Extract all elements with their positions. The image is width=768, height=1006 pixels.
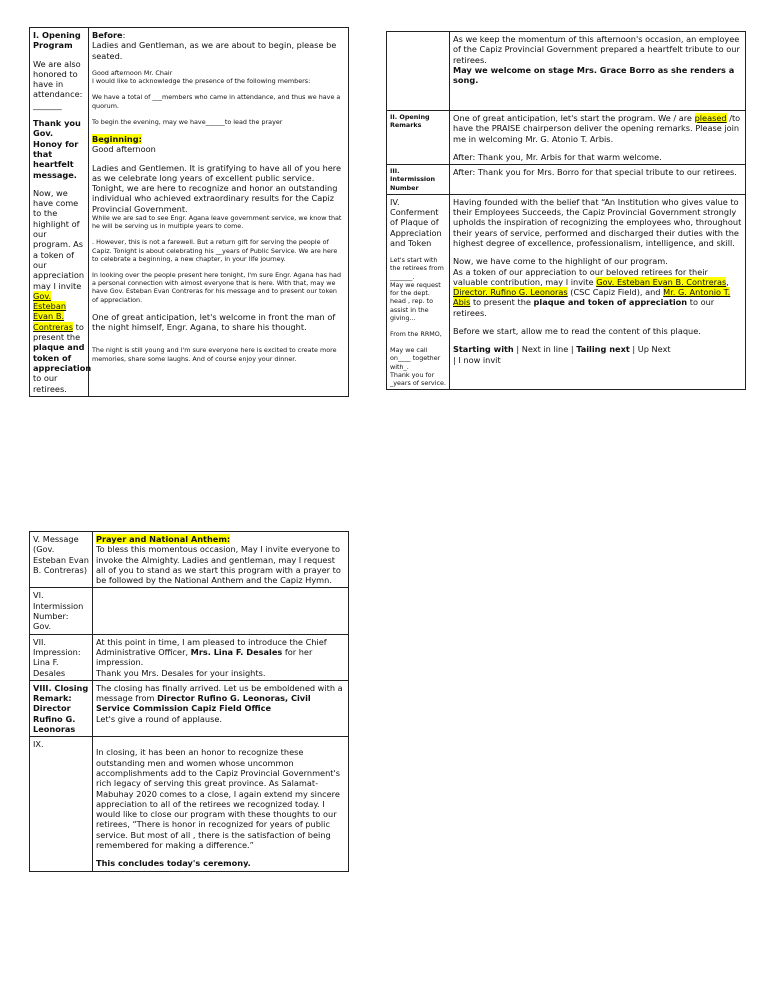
opening-remarks-label-cell	[387, 111, 450, 165]
tribute-text: As we keep the momentum of this afternoon's occasion, an employee of the Capiz Provincial Government prepared a heartfelt tribute to our retirees.	[453, 34, 740, 65]
conferment-cell	[450, 194, 746, 389]
prayer-lead-text: To begin the evening, may we have______to lead the prayer	[92, 117, 283, 126]
quorum-text: We have a total of ___members who came in attendance, and thus we have a quorum.	[92, 93, 341, 110]
highlight-text: Now, we have come to the highlight of our program. As a token of our appreciation may I invite Gov. Esteban Evan B. Contreras to present the plaque and token of appreciation to our retirees.	[33, 187, 92, 394]
closing-program-table	[29, 531, 349, 872]
looking-over-text: In looking over the people present here tonight, I'm sure Engr. Agana has had a personal connection with almost everyone that is here. With that, may we have Gov. Esteban Evan Contreras for his message and to present our token of appreciation.	[92, 271, 342, 304]
ceremony-conclusion: This concludes today's ceremony.	[96, 858, 251, 869]
opening-remarks-label: II. Opening Remarks	[390, 113, 430, 130]
final-text: In closing, it has been an honor to recognize these outstanding men and women whose uncommon accomplishments add to the Capiz Provincial Government's rich legacy of serving this great province. As Salamat-Mabuhay 2020 comes to a close, I again extend my sincere appreciation to all of the retirees we recognized today. I would like to close our program with these thoughts to our retirees, “There is honor in recognized for years of public service. But most of all , there is the satisfaction of being remembered for making a difference.”	[96, 747, 341, 851]
applause-text: Let's give a round of applause.	[96, 713, 223, 724]
impression-thanks: Thank you Mrs. Desales for your insights.	[96, 667, 266, 678]
final-label-cell	[30, 737, 93, 871]
tribute-welcome: May we welcome on stage Mrs. Grace Borro as she renders a song.	[453, 64, 735, 86]
conferment-note-1: Let's start with the retirees from _______.	[390, 256, 444, 281]
acknowledge-text: I would like to acknowledge the presence of the following members:	[92, 77, 311, 86]
sequence-text-2: | I now invit	[453, 354, 501, 365]
opening-remarks-cell	[450, 111, 746, 165]
closing-label: VIII. Closing Remark: Director Rufino G. Leonoras	[33, 682, 89, 735]
opening-remarks-text: One of great anticipation, let's start the program. We / are pleased /to have the PRAISE chairperson deliver the opening remarks. Please join me in welcoming Mr. G. Atonio T. Arbis.	[453, 113, 741, 144]
final-label: IX.	[33, 739, 44, 750]
conferment-note-2: May we request for the dept. head , rep. to assist in the giving...	[390, 280, 441, 322]
message-label-cell	[30, 532, 93, 588]
program-continuation-table	[386, 31, 746, 390]
sad-text: While we are sad to see Engr. Agana leave government service, we know that he will be serving us in multiple years to come.	[92, 213, 342, 231]
conferment-highlight: Now, we have come to the highlight of our program.	[453, 256, 668, 267]
conferment-invite: As a token of our appreciation to our beloved retirees for their valuable contribution, may I invite Gov. Esteban Evan B. Contreras, Director. Rufino G. Leonoras (CSC Capiz Field), and Mr. G. Antonio T. Abis to present the plaque and token of appreciation to our retirees.	[453, 266, 731, 318]
abis-name-highlight: Mr. G. Antonio T. Abis	[453, 287, 731, 308]
attendance-text: We are also honored to have in attendance: _______	[33, 58, 83, 110]
before-text: Ladies and Gentleman, as we are about to begin, please be seated.	[92, 40, 337, 61]
before-line: Before:	[92, 30, 126, 40]
closing-text: The closing has finally arrived. Let us be emboldened with a message from Director Rufino G. Leonoras, Civil Service Commission Capiz Field Office	[96, 682, 343, 714]
opening-program-heading: I. Opening Program	[33, 30, 81, 51]
anticipation-text: One of great anticipation, let's welcome in front the man of the night himself, Engr. Agana, to share his thought.	[92, 311, 336, 333]
opening-remarks-after: After: Thank you, Mr. Arbis for that warm welcome.	[453, 151, 662, 162]
intermission-text: After: Thank you for Mrs. Borro for that special tribute to our retirees.	[453, 167, 737, 178]
night-young-text: The night is still young and I'm sure everyone here is excited to create more memories, share some laughs. And of course enjoy your dinner.	[92, 346, 337, 363]
intermission-label: III. Intermission Number	[390, 167, 436, 192]
sequence-text: Starting with | Next in line | Tailing next | Up Next	[453, 344, 671, 355]
final-cell	[93, 737, 349, 871]
conferment-note-3: From the RRMO,	[390, 329, 442, 338]
thank-you-text: Thank you Gov. Honoy for that heartfelt message.	[33, 118, 81, 180]
good-afternoon-text: Good afternoon	[92, 144, 156, 155]
prayer-heading: Prayer and National Anthem:	[96, 534, 231, 544]
ladies-gentlemen-text: Ladies and Gentlemen. It is gratifying to have all of you here as we celebrate long years of excellent public service. Tonight, we are here to recognize and honor an outstanding individual who achieved extraordinary results for the Capiz Provincial Government.	[92, 162, 342, 214]
opening-script-cell	[89, 28, 349, 397]
intermission-gov-label-cell	[30, 588, 93, 634]
conferment-label-cell	[387, 194, 450, 389]
empty-label-cell	[387, 32, 450, 111]
opening-program-table	[29, 27, 349, 397]
intermission-label-cell	[387, 165, 450, 195]
beginning-label: Beginning:	[92, 133, 142, 144]
opening-program-cell	[30, 28, 92, 397]
conferment-note-4: May we call on____ together with_.	[390, 346, 441, 371]
intermission-cell	[450, 165, 746, 195]
prayer-cell	[93, 532, 349, 588]
message-label: V. Message (Gov. Esteban Evan B. Contreras)	[33, 534, 89, 575]
pleased-highlight: pleased	[694, 113, 727, 123]
governor-name-highlight: Gov. Esteban Evan B. Contreras	[33, 290, 73, 332]
prayer-text: To bless this momentous occasion, May I invite everyone to invoke the Almighty. Ladies and gentleman, may I request all of you to stand as we start this program with a prayer to be followed by the National Anthem and the Capiz Hymn.	[96, 544, 341, 586]
tribute-cell	[450, 32, 746, 111]
conferment-note-5: Thank you for _years of service.	[390, 370, 446, 387]
conferment-intro: Having founded with the belief that “An Institution who gives value to their Employees Succeeds, the Capiz Provincial Government strongly upholds the inspiration of recognizing the employees who, throughout their years of service, performed and discharged their duties with the highest degree of excellence, professionalism, intelligence, and skill.	[453, 196, 742, 248]
intermission-gov-label: VI. Intermission Number: Gov.	[33, 590, 84, 632]
farewell-text: . However, this is not a farewell. But a return gift for serving the people of Capiz. Tonight is about celebrating his __years of Public Service. We are here to celebrate a beginning, a new chapter, in your life journey.	[92, 238, 338, 263]
governor-name-highlight: Gov. Esteban Evan B. Contreras	[596, 276, 727, 287]
chair-greeting: Good afternoon Mr. Chair	[92, 68, 173, 77]
impression-label: VII. Impression: Lina F. Desales	[33, 636, 81, 678]
impression-label-cell	[30, 634, 93, 680]
closing-cell	[93, 680, 349, 736]
impression-cell	[93, 634, 349, 680]
intermission-gov-cell	[93, 588, 349, 634]
closing-label-cell	[30, 680, 93, 736]
conferment-label: IV. Conferment of Plaque of Appreciation and Token	[390, 196, 442, 248]
plaque-read-text: Before we start, allow me to read the content of this plaque.	[453, 326, 701, 337]
director-name-highlight: Director. Rufino G. Leonoras	[453, 287, 568, 298]
impression-text: At this point in time, I am pleased to introduce the Chief Administrative Officer, Mrs. Lina F. Desales for her impression.	[96, 636, 327, 668]
